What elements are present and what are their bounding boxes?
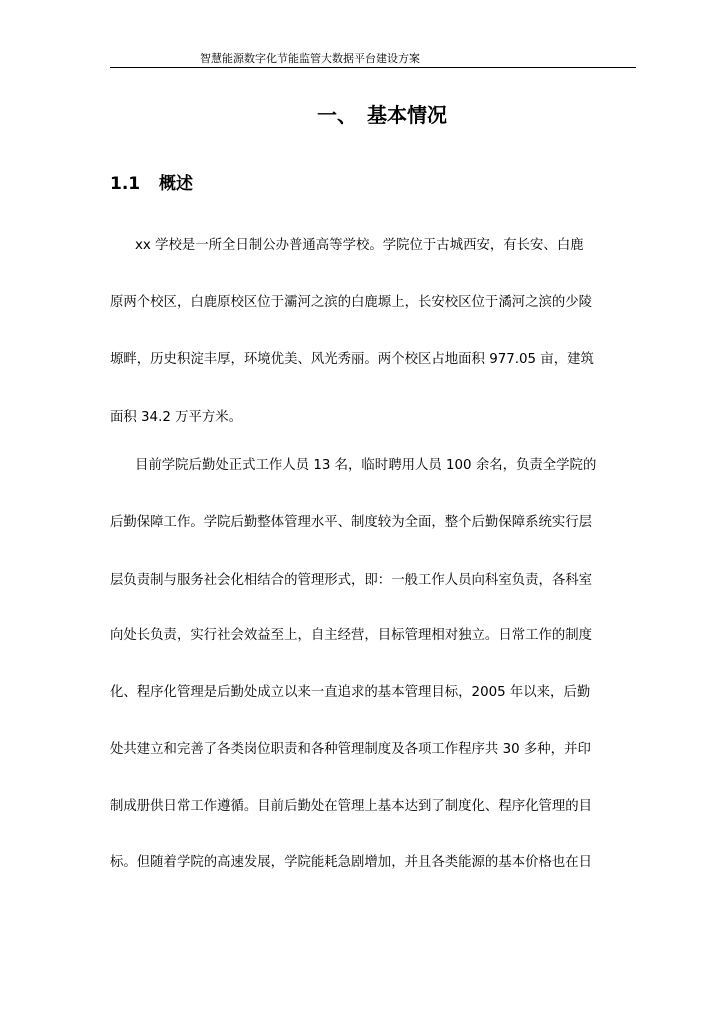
paragraph-2-line: 目前学院后勤处正式工作人员 13 名，临时聘用人员 100 余名，负责全学院的	[135, 458, 597, 473]
section-number: 1.1	[110, 174, 141, 194]
chapter-number: 一、	[317, 103, 357, 127]
chapter-heading	[317, 101, 447, 129]
paragraph-1-line: xx 学校是一所全日制公办普通高等学校。学院位于古城西安，有长安、白鹿	[135, 238, 584, 253]
paragraph-1-line: 面积 34.2 万平方米。	[110, 410, 243, 425]
section-title: 概述	[159, 174, 193, 194]
paragraph-2-line: 制成册供日常工作遵循。目前后勤处在管理上基本达到了制度化、程序化管理的目	[110, 799, 593, 814]
paragraph-2-line: 处共建立和完善了各类岗位职责和各种管理制度及各项工作程序共 30 多种，并印	[110, 742, 591, 757]
paragraph-2-line: 层负责制与服务社会化相结合的管理形式，即：一般工作人员向科室负责，各科室	[110, 573, 593, 588]
paragraph-1-line: 原两个校区，白鹿原校区位于灞河之滨的白鹿塬上，长安校区位于潏河之滨的少陵	[110, 295, 593, 310]
paragraph-2-line: 向处长负责，实行社会效益至上，自主经营，目标管理相对独立。日常工作的制度	[110, 628, 593, 643]
paragraph-1-line: 塬畔，历史积淀丰厚，环境优美、风光秀丽。两个校区占地面积 977.05 亩，建筑	[110, 352, 594, 367]
running-header: 智慧能源数字化节能监管大数据平台建设方案	[200, 52, 420, 65]
chapter-title: 基本情况	[367, 103, 447, 127]
header-divider	[110, 67, 636, 68]
paragraph-2-line: 化、程序化管理是后勤处成立以来一直追求的基本管理目标，2005 年以来，后勤	[110, 685, 591, 700]
paragraph-2-line: 标。但随着学院的高速发展，学院能耗急剧增加，并且各类能源的基本价格也在日	[110, 855, 593, 870]
section-heading	[110, 172, 193, 196]
paragraph-2-line: 后勤保障工作。学院后勤整体管理水平、制度较为全面，整个后勤保障系统实行层	[110, 515, 593, 530]
